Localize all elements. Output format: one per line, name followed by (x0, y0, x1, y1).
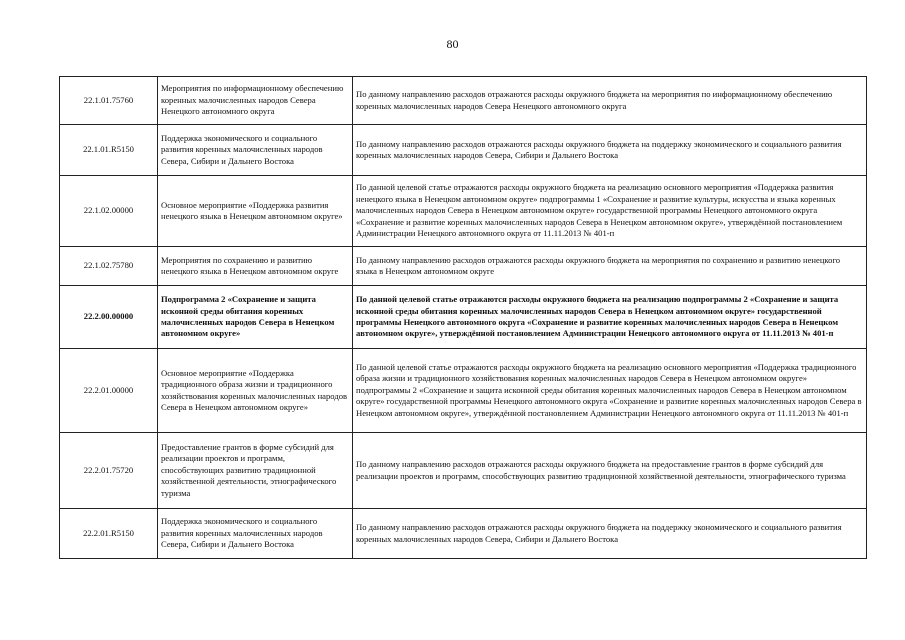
table-row (60, 509, 867, 559)
description-cell: По данному направлению расходов отражаются расходы окружного бюджета на поддержку экономического и социального развития коренных малочисленных народов Севера, Сибири и Дальнего Востока (353, 509, 867, 559)
budget-classification-table (59, 76, 867, 559)
table-row (60, 349, 867, 433)
name-cell: Подпрограмма 2 «Сохранение и защита исконной среды обитания коренных малочисленных народов Севера в Ненецком автономном округе» (158, 286, 353, 349)
code-cell: 22.2.01.R5150 (60, 509, 158, 559)
code-cell: 22.1.02.75780 (60, 247, 158, 286)
name-cell: Мероприятия по сохранению и развитию ненецкого языка в Ненецком автономном округе (158, 247, 353, 286)
name-cell: Поддержка экономического и социального развития коренных малочисленных народов Севера, Сибири и Дальнего Востока (158, 509, 353, 559)
description-cell: По данной целевой статье отражаются расходы окружного бюджета на реализацию подпрограммы 2 «Сохранение и защита исконной среды обитания коренных малочисленных народов Севера в Ненецком автономном округе» государственной программы Ненецкого автономного округа «Сохранение и развитие коренных малочисленных народов Севера в Ненецком автономном округе», утверждённой постановлением Администрации Ненецкого автономного округа от 11.11.2013 № 401-п (353, 286, 867, 349)
description-cell: По данной целевой статье отражаются расходы окружного бюджета на реализацию основного мероприятия «Поддержка традиционного образа жизни и традиционного хозяйствования коренных малочисленных народов Севера в Ненецком автономном округе» подпрограммы 2 «Сохранение и защита исконной среды обитания коренных малочисленных народов Севера в Ненецком автономном округе» государственной программы Ненецкого автономного округа «Сохранение и развитие коренных малочисленных народов Севера в Ненецком автономном округе», утверждённой постановлением Администрации Ненецкого автономного округа от 11.11.2013 № 401-п (353, 349, 867, 433)
name-cell: Предоставление грантов в форме субсидий для реализации проектов и программ, способствующих развитию традиционной хозяйственной деятельности, этнографического туризма (158, 433, 353, 509)
table-row (60, 77, 867, 125)
name-cell: Поддержка экономического и социального развития коренных малочисленных народов Севера, Сибири и Дальнего Востока (158, 125, 353, 176)
code-cell: 22.2.01.75720 (60, 433, 158, 509)
table-row (60, 176, 867, 247)
code-cell: 22.2.00.00000 (60, 286, 158, 349)
name-cell: Основное мероприятие «Поддержка развития ненецкого языка в Ненецком автономном округе» (158, 176, 353, 247)
description-cell: По данному направлению расходов отражаются расходы окружного бюджета на мероприятия по информационному обеспечению коренных малочисленных народов Севера Ненецкого автономного округа (353, 77, 867, 125)
name-cell: Мероприятия по информационному обеспечению коренных малочисленных народов Севера Ненецкого автономного округа (158, 77, 353, 125)
code-cell: 22.2.01.00000 (60, 349, 158, 433)
code-cell: 22.1.01.R5150 (60, 125, 158, 176)
description-cell: По данному направлению расходов отражаются расходы окружного бюджета на мероприятия по сохранению и развитию ненецкого языка в Ненецком автономном округе (353, 247, 867, 286)
table-row (60, 247, 867, 286)
name-cell: Основное мероприятие «Поддержка традиционного образа жизни и традиционного хозяйствования коренных малочисленных народов Севера в Ненецком автономном округе» (158, 349, 353, 433)
description-cell: По данному направлению расходов отражаются расходы окружного бюджета на предоставление грантов в форме субсидий для реализации проектов и программ, способствующих развитию традиционной хозяйственной деятельности, этнографического туризма (353, 433, 867, 509)
code-cell: 22.1.01.75760 (60, 77, 158, 125)
table-row (60, 286, 867, 349)
code-cell: 22.1.02.00000 (60, 176, 158, 247)
description-cell: По данной целевой статье отражаются расходы окружного бюджета на реализацию основного мероприятия «Поддержка развития ненецкого языка в Ненецком автономном округе» подпрограммы 1 «Сохранение и развитие культуры, искусства и языка коренных малочисленных народов Севера в Ненецком автономном округе» государственной программы Ненецкого автономного округа «Сохранение и развитие коренных малочисленных народов Севера в Ненецком автономном округе», утверждённой постановлением Администрации Ненецкого автономного округа от 11.11.2013 № 401-п (353, 176, 867, 247)
page-number: 80 (446, 37, 459, 51)
description-cell: По данному направлению расходов отражаются расходы окружного бюджета на поддержку экономического и социального развития коренных малочисленных народов Севера, Сибири и Дальнего Востока (353, 125, 867, 176)
table-row (60, 433, 867, 509)
table-row (60, 125, 867, 176)
